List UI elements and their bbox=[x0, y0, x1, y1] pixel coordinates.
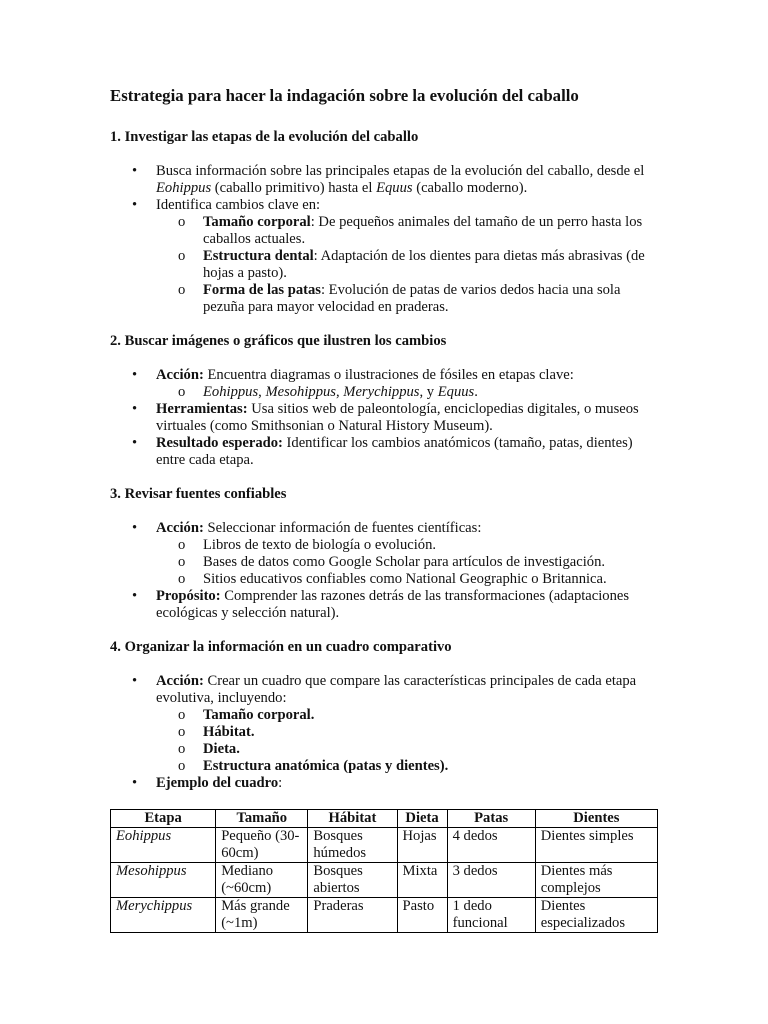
column-header: Dieta bbox=[397, 810, 447, 828]
sub-list bbox=[156, 707, 658, 775]
sub-list-item bbox=[156, 282, 658, 316]
sub-list-item bbox=[156, 214, 658, 248]
text: , y bbox=[419, 384, 438, 400]
sub-list-item bbox=[156, 384, 658, 401]
species-name: Equus bbox=[437, 384, 475, 400]
species-name: Eohippus bbox=[203, 384, 259, 400]
sub-list-item bbox=[156, 707, 658, 724]
sub-list-item: o Libros de texto de biología o evolución. bbox=[156, 537, 658, 554]
section-1 bbox=[110, 129, 658, 316]
species-name: Equus bbox=[376, 180, 413, 196]
table-cell: Hojas bbox=[397, 828, 447, 863]
table-cell: Bosques húmedos bbox=[308, 828, 397, 863]
table-cell: Pasto bbox=[397, 898, 447, 933]
term: Ejemplo del cuadro bbox=[156, 775, 279, 791]
table-cell: 3 dedos bbox=[447, 863, 535, 898]
text: Usa sitios web de paleontología, enciclopedias digitales, o museos virtuales (como Smithsonian o Natural History Museum). bbox=[156, 401, 639, 434]
comparison-table bbox=[110, 809, 658, 933]
section-4 bbox=[110, 639, 658, 792]
section-3-heading: 3. Revisar fuentes confiables bbox=[110, 486, 287, 502]
document-title: Estrategia para hacer la indagación sobre la evolución del caballo bbox=[110, 86, 579, 105]
sub-list-item bbox=[156, 741, 658, 758]
section-4-list bbox=[110, 673, 658, 792]
text: , bbox=[258, 384, 266, 400]
text: Seleccionar información de fuentes científicas: bbox=[203, 520, 482, 536]
list-item bbox=[110, 588, 658, 622]
text: (caballo moderno). bbox=[412, 180, 528, 196]
term: Herramientas: bbox=[156, 401, 248, 417]
list-item bbox=[110, 673, 658, 775]
list-item bbox=[110, 775, 658, 792]
table-row bbox=[111, 828, 658, 863]
sub-list-item: o Bases de datos como Google Scholar para artículos de investigación. bbox=[156, 554, 658, 571]
list-item bbox=[110, 520, 658, 588]
sub-list-item bbox=[156, 724, 658, 741]
sub-list-item bbox=[156, 248, 658, 282]
section-2-heading: 2. Buscar imágenes o gráficos que ilustren los cambios bbox=[110, 333, 447, 349]
term: Acción: bbox=[156, 673, 204, 689]
section-4-heading: 4. Organizar la información en un cuadro comparativo bbox=[110, 639, 452, 655]
table-cell: 4 dedos bbox=[447, 828, 535, 863]
sub-list bbox=[156, 214, 658, 316]
species-name: Mesohippus bbox=[265, 384, 336, 400]
list-item bbox=[110, 435, 658, 469]
table-cell: Mixta bbox=[397, 863, 447, 898]
term: Resultado esperado: bbox=[156, 435, 283, 451]
section-2 bbox=[110, 333, 658, 469]
section-3-list bbox=[110, 520, 658, 622]
section-2-list bbox=[110, 367, 658, 469]
list-item bbox=[110, 163, 658, 197]
term: Propósito: bbox=[156, 588, 221, 604]
table-cell: Eohippus bbox=[111, 828, 216, 863]
text: Busca información sobre las principales etapas de la evolución del caballo, desde el bbox=[156, 163, 645, 179]
table-cell: Pequeño (30-60cm) bbox=[216, 828, 308, 863]
column-header: Patas bbox=[447, 810, 535, 828]
table-cell: Bosques abiertos bbox=[308, 863, 397, 898]
sub-list bbox=[156, 384, 658, 401]
text: Comprender las razones detrás de las transformaciones (adaptaciones ecológicas y selección natural). bbox=[156, 588, 630, 621]
table-cell: 1 dedo funcional bbox=[447, 898, 535, 933]
text: : Adaptación de los dientes para dietas más abrasivas (de hojas a pasto). bbox=[203, 248, 645, 281]
list-item bbox=[110, 401, 658, 435]
table-header-row bbox=[111, 810, 658, 828]
term: Forma de las patas bbox=[203, 282, 321, 298]
text: : De pequeños animales del tamaño de un perro hasta los caballos actuales. bbox=[203, 214, 643, 247]
species-name: Eohippus bbox=[156, 180, 212, 196]
table-cell: Más grande (~1m) bbox=[216, 898, 308, 933]
text: Identificar los cambios anatómicos (tamaño, patas, dientes) entre cada etapa. bbox=[156, 435, 633, 468]
term: Acción: bbox=[156, 367, 204, 383]
sub-list bbox=[156, 537, 658, 588]
table-cell: Dientes especializados bbox=[535, 898, 657, 933]
term: Tamaño corporal bbox=[203, 214, 311, 230]
text: Encuentra diagramas o ilustraciones de fósiles en etapas clave: bbox=[203, 367, 574, 383]
section-1-list bbox=[110, 163, 658, 316]
table-cell: Mediano (~60cm) bbox=[216, 863, 308, 898]
species-name: Merychippus bbox=[343, 384, 420, 400]
text: : Evolución de patas de varios dedos hacia una sola pezuña para mayor velocidad en praderas. bbox=[203, 282, 621, 315]
term: Estructura dental bbox=[203, 248, 314, 264]
section-1-heading: 1. Investigar las etapas de la evolución del caballo bbox=[110, 129, 419, 145]
text: , bbox=[335, 384, 344, 400]
term: Tamaño corporal. bbox=[203, 707, 315, 723]
term: Estructura anatómica (patas y dientes). bbox=[203, 758, 449, 774]
column-header: Dientes bbox=[535, 810, 657, 828]
table-cell: Dientes simples bbox=[535, 828, 657, 863]
term: Hábitat. bbox=[203, 724, 255, 740]
table-row bbox=[111, 863, 658, 898]
table-cell: Merychippus bbox=[111, 898, 216, 933]
column-header: Hábitat bbox=[308, 810, 397, 828]
column-header: Etapa bbox=[111, 810, 216, 828]
sub-list-item bbox=[156, 758, 658, 775]
text: Crear un cuadro que compare las características principales de cada etapa evolutiva, incluyendo: bbox=[156, 673, 637, 706]
text: : bbox=[278, 775, 283, 791]
term: Dieta. bbox=[203, 741, 240, 757]
table-cell: Mesohippus bbox=[111, 863, 216, 898]
table-cell: Dientes más complejos bbox=[535, 863, 657, 898]
table-row bbox=[111, 898, 658, 933]
term: Acción: bbox=[156, 520, 204, 536]
table-cell: Praderas bbox=[308, 898, 397, 933]
column-header: Tamaño bbox=[216, 810, 308, 828]
text: (caballo primitivo) hasta el bbox=[211, 180, 377, 196]
text: Identifica cambios clave en: bbox=[156, 197, 321, 213]
text: . bbox=[474, 384, 478, 400]
list-item bbox=[110, 197, 658, 316]
list-item bbox=[110, 367, 658, 401]
sub-list-item: o Sitios educativos confiables como National Geographic o Britannica. bbox=[156, 571, 658, 588]
section-3 bbox=[110, 486, 658, 622]
